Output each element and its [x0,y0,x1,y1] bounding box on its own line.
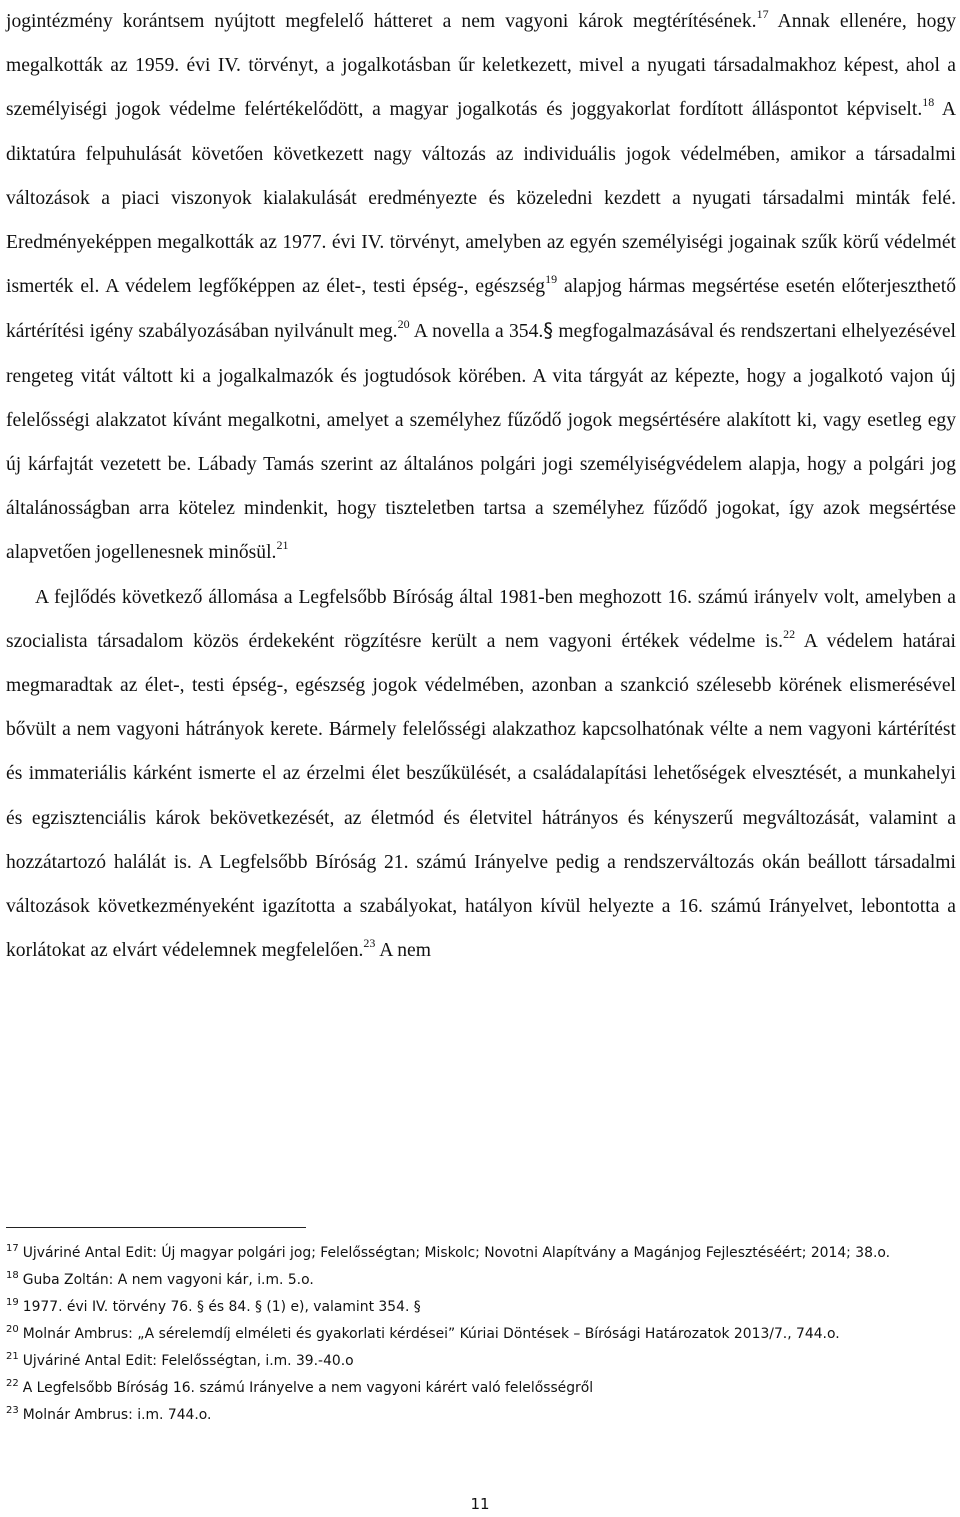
footnotes [6,1240,956,1429]
footnote-text: Molnár Ambrus: i.m. 744.o. [22,1407,212,1423]
body-text-run: A novella a 354. [409,321,544,343]
footnote-number: 18 [6,1270,19,1281]
footnote-17 [6,1240,956,1267]
footnote-ref: 22 [783,626,796,641]
footnote-ref: 23 [363,936,376,951]
footnote-23 [6,1402,956,1429]
footnote-number: 21 [6,1351,19,1362]
footnote-ref: 21 [276,538,289,553]
body-text-run: A védelem határai megmaradtak az élet-, testi épség-, egészség jogok védelmében, azonban a szankció szélesebb körének elismerésével bővült a nem vagyoni hátrányok kerete. Bármely felelősségi alakzathoz kapcsolhatónak vélte a nem vagyoni kártérítést és immateriális kárként ismerte el az érzelmi élet beszűkülését, a családalapítási lehetőségek elvesztését, a munkahelyi és egzisztenciális károk bekövetkezését, az életmód és életvitel hátrányos és kényszerű megváltozását, valamint a hozzátartozó halálát is. A Legfelsőbb Bíróság 21. számú Irányelve pedig a rendszerváltozás okán beállott társadalmi változások következményeként igazította a szabályokat, hatályon kívül helyezte a 16. számú Irányelvet, lebontotta a korlátokat az elvárt védelemnek megfelelően. [6,630,956,962]
body-text-run: A nem [375,940,431,962]
footnote-number: 22 [6,1378,19,1389]
footnote-number: 19 [6,1297,19,1308]
footnote-text: Guba Zoltán: A nem vagyoni kár, i.m. 5.o. [22,1272,314,1288]
footnote-ref: 20 [397,317,410,332]
body-text-run: Annak ellenére, hogy megalkották az 1959. évi IV. törvényt, a jogalkotásban űr keletkezett, mivel a nyugati társadalmakhoz képest, ahol a személyiségi jogok védelme felértékelődött, a magyar jogalkotás és joggyakorlat fordított álláspontot képviselt. [6,11,956,121]
page-number: 11 [470,1495,490,1513]
body-text-run: megfogalmazásával és rendszertani elhelyezésével rengeteg vitát váltott ki a jogalkalmazók és jogtudósok körében. A vita tárgyát az képezte, hogy a jogalkotó vajon új felelősségi alakzatot kívánt megalkotni, amelyet a személyhez fűződő jogok megsértésére alakított ki, vagy esetleg egy új kárfajtát vezetett be. Lábady Tamás szerint az általános polgári jogi személyiségvédelem alapja, hogy a polgári jog általánosságban arra kötelez mindenkit, hogy tiszteletben tartsa a személyhez fűződő jogokat, így azok megsértése alapvetően jogellenesnek minősül. [6,321,956,564]
footnote-text: A Legfelsőbb Bíróság 16. számú Irányelve a nem vagyoni kárért való felelősségről [22,1380,594,1396]
footnote-text: Ujváriné Antal Edit: Új magyar polgári jog; Felelősségtan; Miskolc; Novotni Alapítvány a Magánjog Fejlesztéséért; 2014; 38.o. [22,1245,891,1261]
footnote-number: 23 [6,1405,19,1416]
body-text-run: alapjog hármas megsértése esetén előterjeszthető kártérítési igény szabályozásában nyilvánult meg. [6,276,956,343]
footnote-number: 20 [6,1324,19,1335]
body-text-run: jogintézmény korántsem nyújtott megfelelő hátteret a nem vagyoni károk megtérítésének. [6,11,757,32]
footnote-ref: 18 [922,95,935,110]
footnote-19 [6,1294,956,1321]
paragraph [6,576,956,974]
paragraph [6,0,956,576]
footnote-20 [6,1321,956,1348]
footnote-ref: 19 [545,272,558,287]
footnote-22 [6,1375,956,1402]
footnote-text: 1977. évi IV. törvény 76. § és 84. § (1) e), valamint 354. § [22,1299,421,1315]
footnote-ref: 17 [756,7,769,21]
footnote-separator [6,1227,306,1228]
footnote-number: 17 [6,1243,19,1254]
body-text-run: A diktatúra felpuhulását követően következett nagy változás az individuális jogok védelmében, amikor a társadalmi változások a piaci viszonyok kialakulását eredményezte és közeledni kezdett a nyugati társadalmi minták felé. Eredményeképpen megalkották az 1977. évi IV. törvényt, amelyben az egyén személyiségi jogainak szűk körű védelmét ismerték el. A védelem legfőképpen az élet-, testi épség-, egészség [6,99,957,298]
section-sign: § [543,319,554,343]
body-text [6,0,956,973]
footnote-18 [6,1267,956,1294]
body-text-run: A fejlődés következő állomása a Legfelsőbb Bíróság által 1981-ben meghozott 16. számú irányelv volt, amelyben a szocialista társadalom közös érdekeként rögzítésre került a nem vagyoni értékek védelme is. [6,586,956,652]
footnote-21 [6,1348,956,1375]
footnote-text: Ujváriné Antal Edit: Felelősségtan, i.m. 39.-40.o [22,1353,354,1369]
footnote-text: Molnár Ambrus: „A sérelemdíj elméleti és gyakorlati kérdései” Kúriai Döntések – Bírósági Határozatok 2013/7., 744.o. [22,1326,840,1342]
